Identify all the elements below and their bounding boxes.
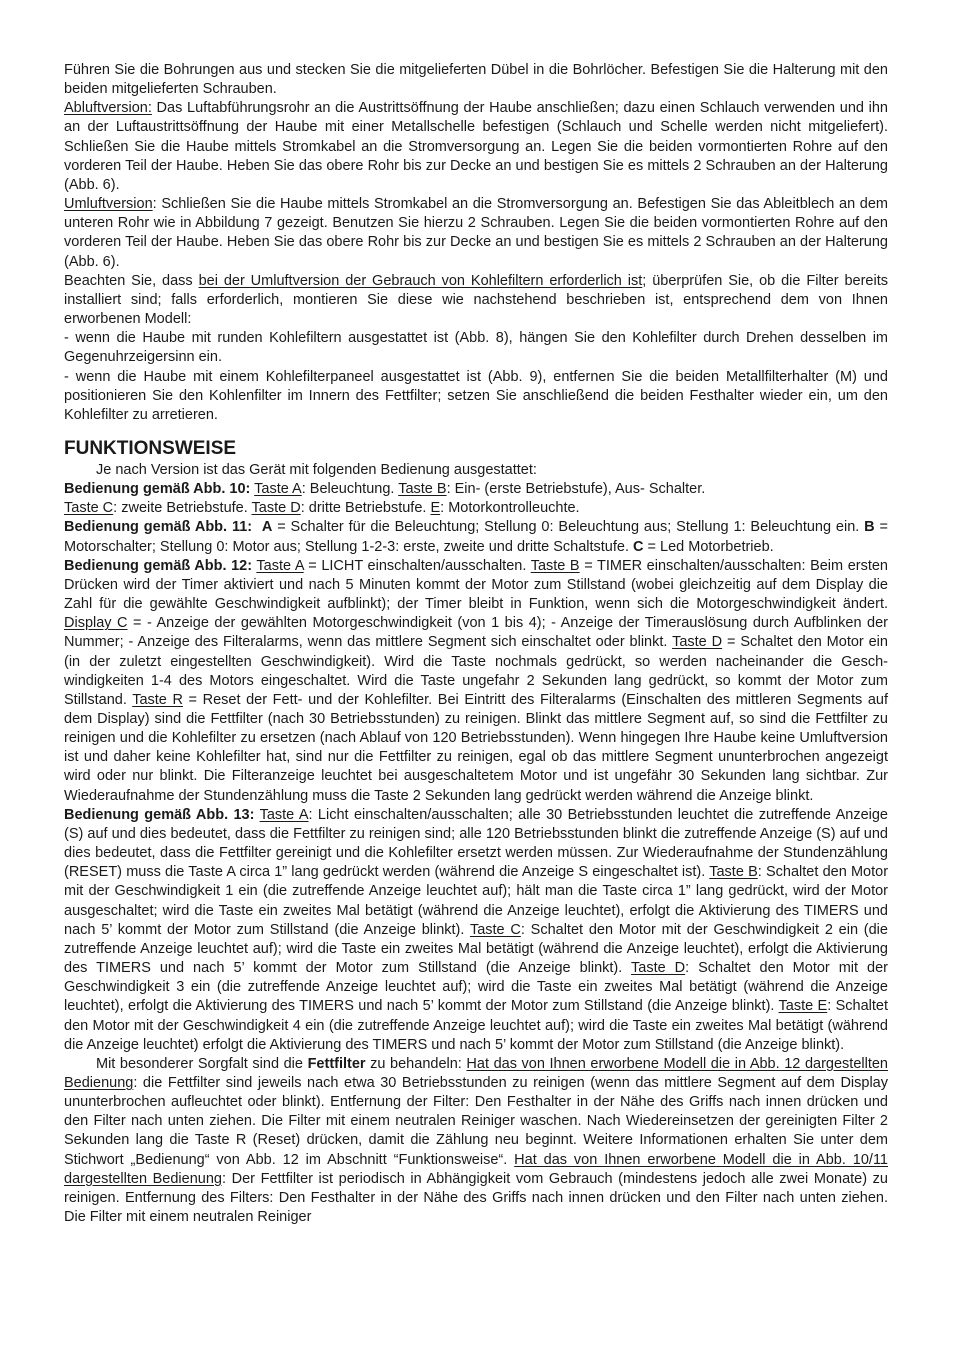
section-heading: FUNKTIONSWEISE [64, 437, 237, 459]
list-item-runde-kohlefilter: - wenn die Haube mit runden Kohlefiltern ausgestattet ist (Abb. 8), hängen Sie den Kohlefilter durch Drehen desselben im Gegenuhrzeigersinn ein. [64, 330, 888, 366]
paragraph-abb11: Bedienung gemäß Abb. 11: A = Schalter für die Beleuchtung; Stellung 0: Beleuchtung aus; Stellung 1: Beleuchtung ein. B = Motorschalter; Stellung 0: Motor aus; Stellung 1-2-3: erste, zweite und dritte Schaltstufe. C = Led Motorbetrieb. [64, 519, 888, 555]
label-abb11: Bedienung gemäß Abb. 11: [64, 519, 253, 536]
label-umluftversion: Umluftversion [64, 196, 153, 213]
label-abluftversion: Abluftversion: [64, 100, 152, 117]
list-item-kohlefilterpaneel: - wenn die Haube mit einem Kohlefilterpaneel ausgestattet ist (Abb. 9), entfernen Sie die beiden Metallfilterhalter (M) und positionieren Sie den Kohlenfilter im Innern des Fettfilter; setzen Sie anschließend die beiden Festhalter wieder ein, um den Kohlefilter zu arretieren. [64, 368, 888, 423]
paragraph-fettfilter: Mit besonderer Sorgfalt sind die Fettfilter zu behandeln: Hat das von Ihnen erworbene Modell die in Abb. 12 dargestellten Bedienung: die Fettfilter sind jeweils nach etwa 30 Betriebsstunden zu reinigen (wenn das mittlere Segment auf dem Display ununterbrochen aufleuchtet oder blinkt). Entfernung der Filter: Den Festhalter in der Nähe des Griffs nach innen drücken und den Filter nach unten ziehen. Die Filter mit einem neutralen Reiniger waschen. Nach Wiedereinsetzen der gereinigten Filter 2 Sekunden lang die Taste R (Reset) drücken, damit die Zählung neu beginnt. Weitere Informationen erhalten Sie unter dem Stichwort „Bedienung“ von Abb. 12 im Abschnitt “Funktionsweise“. Hat das von Ihnen erworbene Modell die in Abb. 10/11 dargestellten Bedienung: Der Fettfilter ist periodisch in Abhängigkeit vom Gebrauch (mindestens jedoch alle zwei Monate) zu reinigen. Entfernung des Filters: Den Festhalter in der Nähe des Griffs nach innen drücken und den Filter nach unten ziehen. Die Filter mit einem neutralen Reiniger [64, 1055, 888, 1226]
paragraph-abb12: Bedienung gemäß Abb. 12: Taste A = LICHT einschalten/ausschalten. Taste B = TIMER einschalten/ausschalten: Beim ersten Drücken wird der Timer aktiviert und nach 5 Minuten kommt der Motor zum Stillstand (wobei gleichzeitig auf dem Display die Zahl für die gewählte Geschwindigkeit aufblinkt); der Timer bleibt in Funktion, wenn sich die Motorgeschwindigkeit ändert. Display C = - Anzeige der gewählten Motorgeschwindigkeit (von 1 bis 4); - Anzeige der Timerauslösung durch Aufblinken der Nummer; - Anzeige des Filteralarms, wenn das mittlere Segment sich einschaltet oder blinkt. Taste D = Schaltet den Motor ein (in der zuletzt eingestellten Geschwindigkeit). Wird die Taste nochmals gedrückt, so werden nacheinander die Gesch-windigkeiten 1-4 des Motors eingeschaltet. Wird die Taste ungefahr 2 Sekunden lang gedrückt, so kommt der Motor zum Stillstand. Taste R = Reset der Fett- und der Kohlefilter. Bei Eintritt des Filteralarms (Einschalten des mittleren Segments auf dem Display) sind die Fettfilter (nach 30 Betriebsstunden) zu reinigen. Blinkt das mittlere Segment auf, so sind die Fettfilter zu reinigen und die Kohlefilter zu ersetzen (nach Ablauf von 120 Betriebsstunden). Wenn hingegen Ihre Haube keine Umluftversion ist und daher keine Kohlefilter hat, sind nur die Fettfilter zu reinigen, egal ob das mittlere Segment ununterbrochen angezeigt wird oder nur blinkt. Die Filteranzeige leuchtet bei ausgeschaltetem Motor und ist ungefähr 30 Sekunden lang sichtbar. Zur Wiederaufnahme der Stundenzählung muss die Taste 2 Sekunden lang gedrückt werden während die Anzeige blinkt. [64, 557, 888, 804]
underlined-kohlefilter-note: bei der Umluftversion der Gebrauch von Kohlefiltern erforderlich ist [198, 272, 643, 289]
paragraph-beachten: Beachten Sie, dass bei der Umluftversion der Gebrauch von Kohlefiltern erforderlich ist; überprüfen Sie, ob die Filter bereits installiert sind; falls erforderlich, montieren Sie diese wie nachstehend beschrieben ist, entsprechend dem von Ihnen erworbenen Modell: [64, 272, 888, 328]
paragraph-lead: Je nach Version ist das Gerät mit folgenden Bedienung ausgestattet: [96, 461, 537, 478]
paragraph-bohrungen: Führen Sie die Bohrungen aus und stecken Sie die mitgelieferten Dübel in die Bohrlöcher. Befestigen Sie die Halterung mit den beiden mitgelieferten Schrauben. [64, 62, 888, 98]
paragraph-abluftversion: Abluftversion: Das Luftabführungsrohr an die Austrittsöffnung der Haube anschließen; dazu einen Schlauch verwenden und ihn an der Luftaustrittsöffnung der Haube mit einer Metallschelle befestigen (Schlauch und Schelle werden nicht mitgeliefert). Schließen Sie die Haube mittels Stromkabel an die Stromversorgung an. Legen Sie die beiden vormontierten Rohre auf den vorderen Teil der Haube. Heben Sie das obere Rohr bis zur Decke an und bestigen Sie es mittels 2 Schrauben an der Halterung (Abb. 6). [64, 100, 888, 193]
label-abb13: Bedienung gemäß Abb. 13: [64, 806, 255, 823]
paragraph-abb13: Bedienung gemäß Abb. 13: Taste A: Licht einschalten/ausschalten; alle 30 Betriebsstunden leuchtet die zutreffende Anzeige (S) auf und dies bedeutet, dass die Fettfilter zu reinigen sind; alle 120 Betriebsstunden blinkt die zutreffende Anzeige (S) auf und dies bedeutet, dass die Fettfilter gereinigt und die Kohlefilter ersetzt werden müssen. Zur Wiederaufnahme der Stundenzählung (RESET) muss die Taste A circa 1” lang gedrückt werden (während die Anzeige S eingeschaltet ist). Taste B: Schaltet den Motor mit der Geschwindigkeit 1 ein (die zutreffende Anzeige leuchtet auf); hält man die Taste circa 1” lang gedrückt, wird der Motor ausgeschaltet; wird die Taste ein zweites Mal betätigt (während die Anzeige leuchtet), erfolgt die Aktivierung des TIMERS und nach 5’ kommt der Motor zum Stillstand (die Anzeige blinkt). Taste C: Schaltet den Motor mit der Geschwindigkeit 2 ein (die zutreffende Anzeige leuchtet auf); wird die Taste ein zweites Mal betätigt (während die Anzeige leuchtet), erfolgt die Aktivierung des TIMERS und nach 5’ kommt der Motor zum Stillstand (die Anzeige blinkt). Taste D: Schaltet den Motor mit der Geschwindigkeit 3 ein (die zutreffende Anzeige leuchtet auf); wird die Taste ein zweites Mal betätigt (während die Anzeige leuchtet), erfolgt die Aktivierung des TIMERS und nach 5’ kommt der Motor zum Stillstand (die Anzeige blinkt). Taste E: Schaltet den Motor mit der Geschwindigkeit 4 ein (die zutreffende Anzeige leuchtet auf); wird die Taste ein zweites Mal betätigt (während die Anzeige leuchtet) erfolgt die Aktivierung des TIMERS und nach 5’ kommt der Motor zum Stillstand (die Anzeige blinkt). [64, 806, 889, 1053]
label-abb10: Bedienung gemäß Abb. 10: [64, 481, 251, 498]
paragraph-umluftversion: Umluftversion: Schließen Sie die Haube mittels Stromkabel an die Stromversorgung an. Befestigen Sie das Ableitblech an dem unteren Rohr wie in Abbildung 7 gezeigt. Benutzen Sie hierzu 2 Schrauben. Legen Sie die beiden vormontierten Rohre auf den vorderen Teil der Haube. Heben Sie das obere Rohr bis zur Decke an und bestigen Sie es mittels 2 Schrauben an der Halterung (Abb. 6). [64, 196, 888, 270]
label-abb12: Bedienung gemäß Abb. 12: [64, 557, 253, 574]
manual-page [64, 61, 888, 1227]
paragraph-abb10: Bedienung gemäß Abb. 10: Taste A: Beleuchtung. Taste B: Ein- (erste Betriebstufe), Aus- Schalter. Taste C: zweite Betriebstufe. Taste D: dritte Betriebstufe. E: Motorkontrolleuchte. [64, 481, 706, 517]
